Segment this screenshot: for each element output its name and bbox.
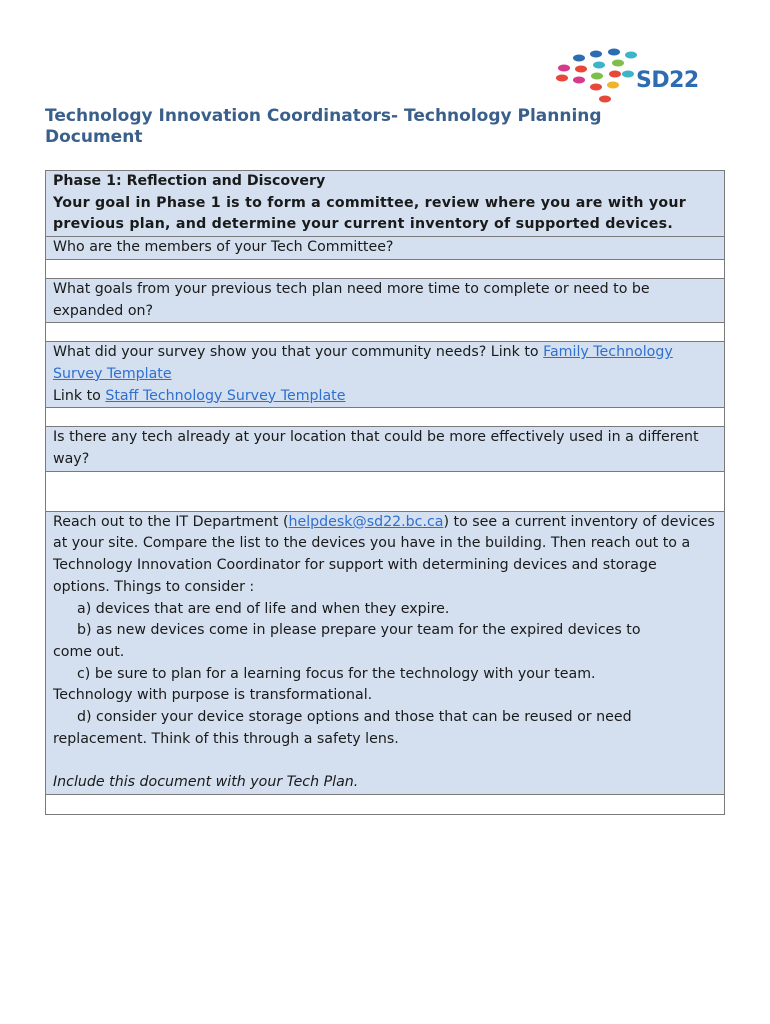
consider-item-b: b) as new devices come in please prepare your team for the expired devices to — [77, 622, 641, 639]
question-text: Who are the members of your Tech Committee? — [53, 239, 394, 256]
consider-item-d-cont: replacement. Think of this through a safety lens. — [53, 730, 399, 747]
instruction-text: ) to see a current inventory of devices at your site. Compare the list to the devices you have in the building. Then reach out to a Technology Innovation Coordinator for support with determining devices and storage options. Things to consider : — [53, 513, 715, 595]
include-note: Include this document with your Tech Plan. — [53, 774, 359, 791]
answer-cell-existing-tech[interactable] — [46, 472, 724, 512]
family-survey-link[interactable]: Family Technology Survey Template — [53, 344, 673, 382]
staff-survey-link[interactable]: Staff Technology Survey Template — [105, 387, 346, 404]
logo-text: SD22 — [636, 68, 699, 93]
answer-cell-goals[interactable] — [46, 323, 724, 342]
question-text: Is there any tech already at your location that could be more effectively used in a different way? — [53, 429, 699, 468]
answer-cell-inventory[interactable] — [46, 795, 724, 814]
question-text: What goals from your previous tech plan need more time to complete or need to be expanded on? — [53, 280, 650, 319]
question-text: What did your survey show you that your community needs? Link to — [53, 344, 544, 361]
consider-item-a: a) devices that are end of life and when they expire. — [77, 600, 450, 617]
instruction-text: Reach out to the IT Department ( — [53, 513, 289, 530]
consider-item-c: c) be sure to plan for a learning focus for the technology with your team. — [77, 665, 596, 682]
document-title: Technology Innovation Coordinators- Technology Planning Document — [45, 106, 602, 147]
question-row-goals — [46, 279, 724, 323]
consider-item-b-cont: come out. — [53, 643, 125, 660]
phase-1-table — [45, 170, 725, 815]
phase-heading: Phase 1: Reflection and Discovery — [53, 173, 326, 189]
spacer — [53, 750, 717, 772]
question-row-existing-tech — [46, 427, 724, 471]
question-text: Link to — [53, 387, 106, 404]
question-row-survey — [46, 342, 724, 408]
question-row-committee — [46, 237, 724, 260]
answer-cell-committee[interactable] — [46, 260, 724, 279]
consider-item-d: d) consider your device storage options and those that can be reused or need — [77, 709, 632, 726]
phase-goal: Your goal in Phase 1 is to form a committee, review where you are with your previous plan, and determine your current inventory of supported devices. — [53, 194, 687, 233]
helpdesk-email-link[interactable]: helpdesk@sd22.bc.ca — [288, 513, 444, 530]
instruction-row-inventory — [46, 512, 724, 795]
consider-item-c-cont: Technology with purpose is transformational. — [53, 687, 373, 704]
phase-header-row — [46, 171, 724, 237]
answer-cell-survey[interactable] — [46, 408, 724, 427]
